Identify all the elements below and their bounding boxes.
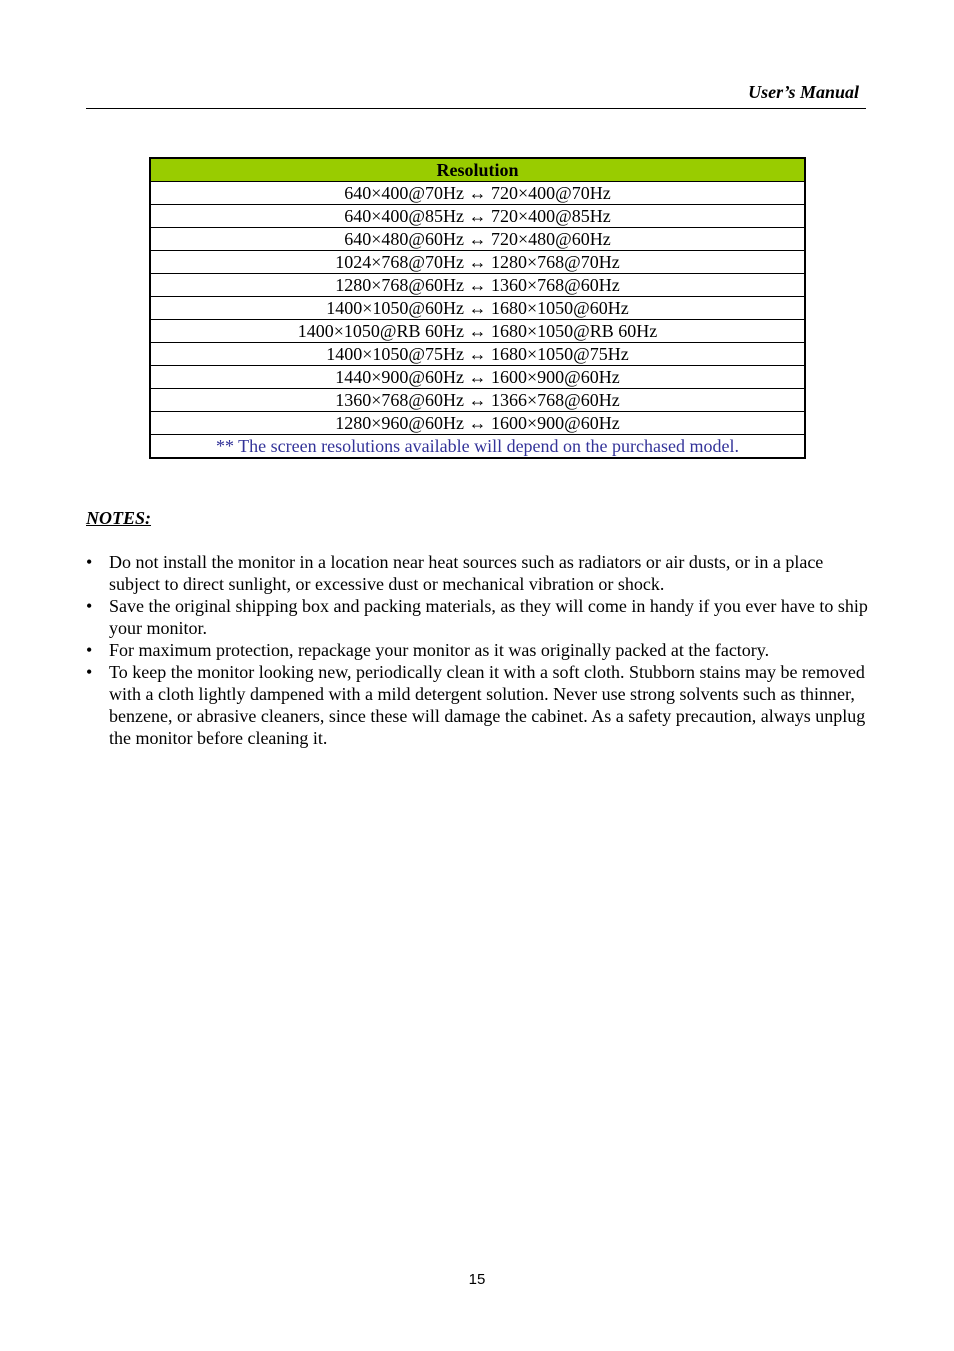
table-cell: 1280×960@60Hz ↔ 1600×900@60Hz — [150, 412, 805, 435]
table-cell: 1400×1050@75Hz ↔ 1680×1050@75Hz — [150, 343, 805, 366]
bullet-icon: • — [86, 552, 93, 572]
table-cell: 640×400@70Hz ↔ 720×400@70Hz — [150, 182, 805, 205]
header-rule — [86, 108, 866, 109]
page-number: 15 — [468, 1271, 486, 1288]
list-item — [86, 551, 868, 595]
list-item-text: To keep the monitor looking new, periodically clean it with a soft cloth. Stubborn stains may be removed with a cloth lightly dampened with a mild detergent solution. Never use strong solvents such as thinner, benzene, or abrasive cleaners, since these will damage the cabinet. As a safety precaution, always unplug the monitor before cleaning it. — [109, 662, 866, 748]
table-row — [150, 228, 805, 251]
resolution-table — [149, 157, 806, 459]
table-note-row — [150, 435, 805, 459]
table-row — [150, 343, 805, 366]
notes-list — [86, 551, 868, 749]
header-title: User’s Manual — [748, 82, 859, 102]
table-header-row — [150, 158, 805, 182]
table-row — [150, 389, 805, 412]
list-item — [86, 639, 868, 661]
list-item-text: Save the original shipping box and packing materials, as they will come in handy if you ever have to ship your monitor. — [109, 596, 868, 638]
notes-title: NOTES: — [86, 508, 152, 528]
list-item-text: Do not install the monitor in a location near heat sources such as radiators or air dusts, or in a place subject to direct sunlight, or excessive dust or mechanical vibration or shock. — [109, 552, 824, 594]
table-cell: 1360×768@60Hz ↔ 1366×768@60Hz — [150, 389, 805, 412]
table-cell: 640×480@60Hz ↔ 720×480@60Hz — [150, 228, 805, 251]
table-cell: 1440×900@60Hz ↔ 1600×900@60Hz — [150, 366, 805, 389]
bullet-icon: • — [86, 596, 93, 616]
table-cell: 1280×768@60Hz ↔ 1360×768@60Hz — [150, 274, 805, 297]
list-item-text: For maximum protection, repackage your monitor as it was originally packed at the factory. — [109, 640, 770, 660]
table-header-resolution: Resolution — [150, 158, 805, 182]
table-row — [150, 412, 805, 435]
table-row — [150, 274, 805, 297]
table-cell: 1400×1050@60Hz ↔ 1680×1050@60Hz — [150, 297, 805, 320]
table-row — [150, 320, 805, 343]
table-note: ** The screen resolutions available will depend on the purchased model. — [150, 435, 805, 459]
table-row — [150, 366, 805, 389]
table-cell: 1024×768@70Hz ↔ 1280×768@70Hz — [150, 251, 805, 274]
table-row — [150, 251, 805, 274]
table-row — [150, 205, 805, 228]
table-cell: 640×400@85Hz ↔ 720×400@85Hz — [150, 205, 805, 228]
bullet-icon: • — [86, 640, 93, 660]
list-item — [86, 595, 868, 639]
table-cell: 1400×1050@RB 60Hz ↔ 1680×1050@RB 60Hz — [150, 320, 805, 343]
table-row — [150, 182, 805, 205]
list-item — [86, 661, 868, 749]
table-row — [150, 297, 805, 320]
bullet-icon: • — [86, 662, 93, 682]
